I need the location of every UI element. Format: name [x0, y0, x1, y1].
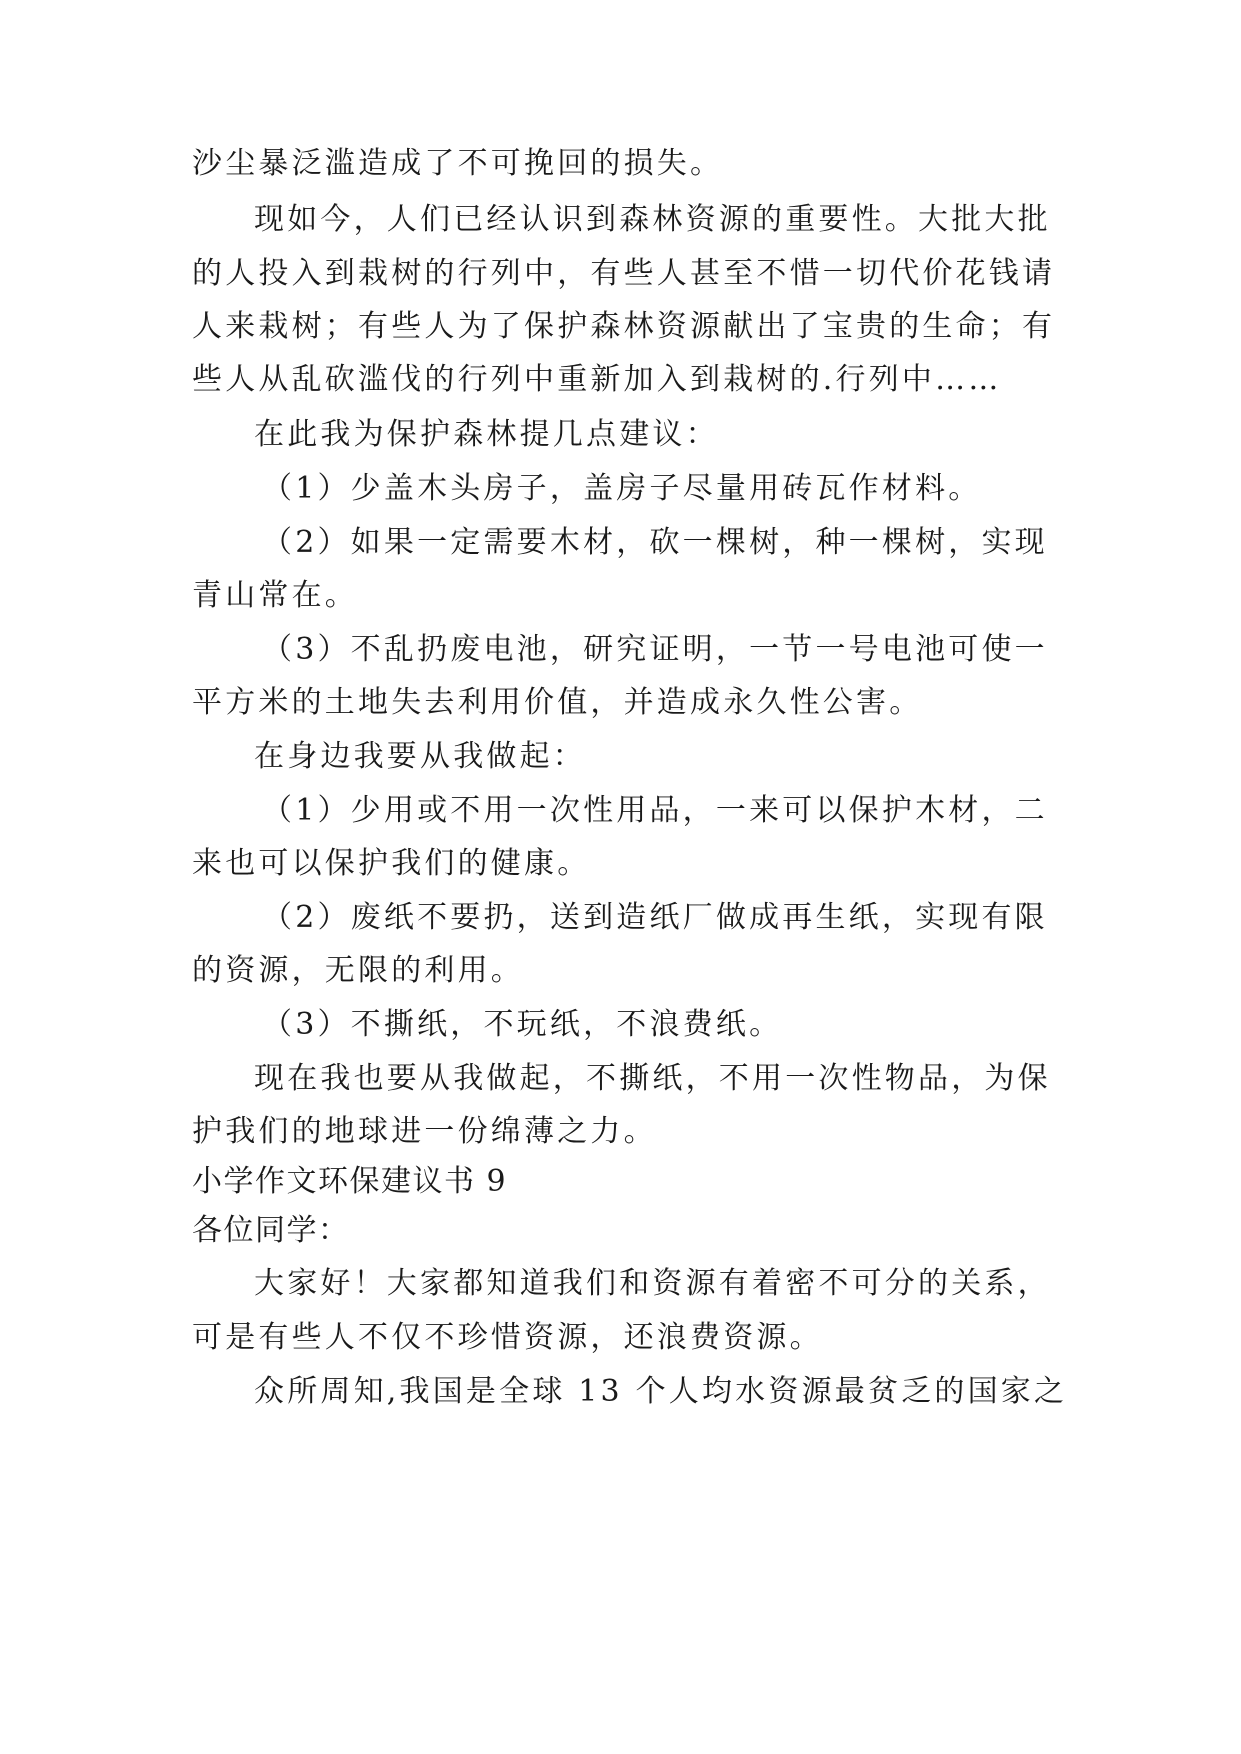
paragraph-line: 的资源，无限的利用。 — [192, 953, 524, 988]
paragraph-line: 护我们的地球进一份绵薄之力。 — [192, 1114, 657, 1149]
paragraph-line: 现如今，人们已经认识到森林资源的重要性。大批大批 — [254, 202, 1051, 237]
paragraph-line: 在身边我要从我做起： — [254, 739, 586, 774]
list-item: （3）不乱扔废电池，研究证明，一节一号电池可使一 — [262, 632, 1048, 667]
salutation: 各位同学： — [192, 1213, 350, 1248]
list-item: （1）少用或不用一次性用品，一来可以保护木材，二 — [262, 793, 1048, 828]
list-item: （1）少盖木头房子，盖房子尽量用砖瓦作材料。 — [262, 471, 982, 506]
paragraph-line: 大家好！大家都知道我们和资源有着密不可分的关系， — [254, 1266, 1051, 1301]
paragraph-line: 来也可以保护我们的健康。 — [192, 846, 591, 881]
section-heading: 小学作文环保建议书 9 — [192, 1164, 508, 1199]
list-item: （2）废纸不要扔，送到造纸厂做成再生纸，实现有限 — [262, 900, 1048, 935]
list-item: （3）不撕纸，不玩纸，不浪费纸。 — [262, 1007, 783, 1042]
paragraph-line: 平方米的土地失去利用价值，并造成永久性公害。 — [192, 685, 923, 720]
paragraph-line: 众所周知,我国是全球 13 个人均水资源最贫乏的国家之 — [254, 1374, 1068, 1409]
paragraph-line: 沙尘暴泛滥造成了不可挽回的损失。 — [192, 146, 724, 181]
paragraph-line: 人来栽树；有些人为了保护森林资源献出了宝贵的生命；有 — [192, 309, 1056, 344]
paragraph-line: 些人从乱砍滥伐的行列中重新加入到栽树的.行列中…… — [192, 362, 1002, 397]
paragraph-line: 在此我为保护森林提几点建议： — [254, 417, 719, 452]
paragraph-line: 的人投入到栽树的行列中，有些人甚至不惜一切代价花钱请 — [192, 256, 1056, 291]
paragraph-line: 可是有些人不仅不珍惜资源，还浪费资源。 — [192, 1320, 823, 1355]
list-item: （2）如果一定需要木材，砍一棵树，种一棵树，实现 — [262, 525, 1048, 560]
paragraph-line: 青山常在。 — [192, 578, 358, 613]
paragraph-line: 现在我也要从我做起，不撕纸，不用一次性物品，为保 — [254, 1061, 1051, 1096]
